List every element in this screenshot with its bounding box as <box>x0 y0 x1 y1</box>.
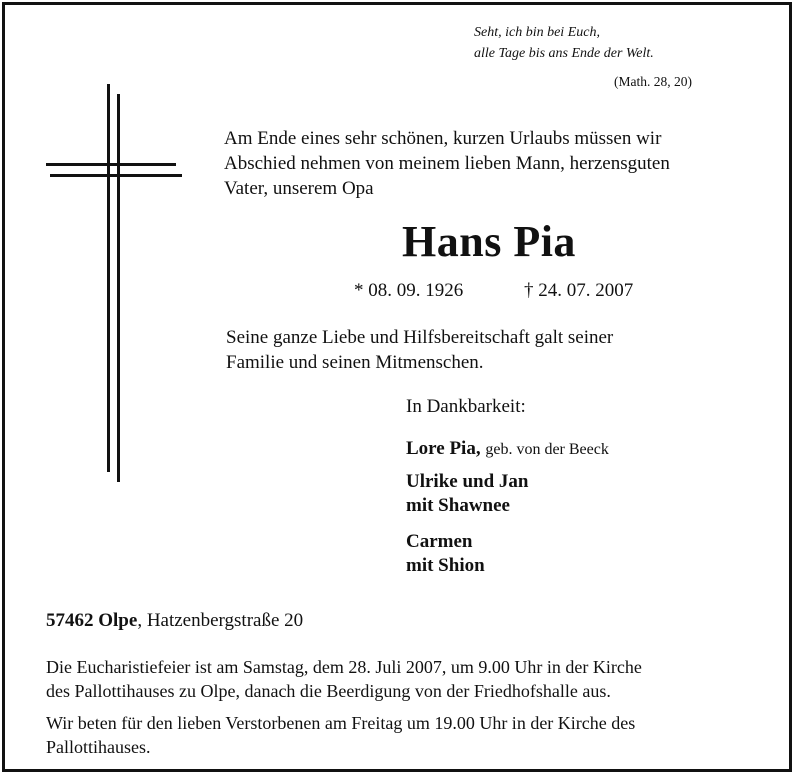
bible-verse <box>474 22 654 64</box>
intro-line-1: Am Ende eines sehr schönen, kurzen Urlaubs müssen wir <box>224 128 662 149</box>
address-city: 57462 Olpe <box>46 610 138 631</box>
wife-name: Lore Pia, <box>406 438 481 459</box>
tribute-line-2: Familie und seinen Mitmenschen. <box>226 352 484 373</box>
prayer-info <box>46 712 761 759</box>
service-line-2: des Pallottihauses zu Olpe, danach die Beerdigung von der Friedhofshalle aus. <box>46 680 611 701</box>
mourners-intro: In Dankbarkeit: <box>406 396 526 417</box>
intro-line-2: Abschied nehmen von meinem lieben Mann, herzensguten <box>224 153 670 174</box>
intro-line-3: Vater, unserem Opa <box>224 178 374 199</box>
wife-maiden-name: geb. von der Beeck <box>485 441 609 458</box>
service-info <box>46 656 761 703</box>
service-line-1: Die Eucharistiefeier ist am Samstag, dem 28. Juli 2007, um 9.00 Uhr in der Kirche <box>46 657 642 677</box>
tribute-text <box>226 325 613 375</box>
group2-line-1: Carmen <box>406 531 473 552</box>
verse-line-2: alle Tage bis ans Ende der Welt. <box>474 46 654 61</box>
tribute-line-1: Seine ganze Liebe und Hilfsbereitschaft galt seiner <box>226 327 614 348</box>
verse-reference: (Math. 28, 20) <box>614 74 692 89</box>
group1-line-1: Ulrike und Jan <box>406 471 529 492</box>
group1-line-2: mit Shawnee <box>406 495 510 516</box>
address <box>46 610 303 632</box>
intro-text <box>224 126 769 201</box>
mourner-group-1 <box>406 470 528 518</box>
group2-line-2: mit Shion <box>406 555 485 576</box>
mourner-wife <box>406 437 609 462</box>
verse-line-1: Seht, ich bin bei Euch, <box>474 25 600 40</box>
address-street: , Hatzenbergstraße 20 <box>137 610 304 631</box>
mourner-group-2 <box>406 530 485 578</box>
prayer-line-2: Pallottihauses. <box>46 736 151 757</box>
birth-date: * 08. 09. 1926 <box>354 280 464 301</box>
death-date: † 24. 07. 2007 <box>524 280 634 301</box>
deceased-name: Hans Pia <box>402 217 576 266</box>
prayer-line-1: Wir beten für den lieben Verstorbenen am Freitag um 19.00 Uhr in der Kirche des <box>46 713 636 733</box>
